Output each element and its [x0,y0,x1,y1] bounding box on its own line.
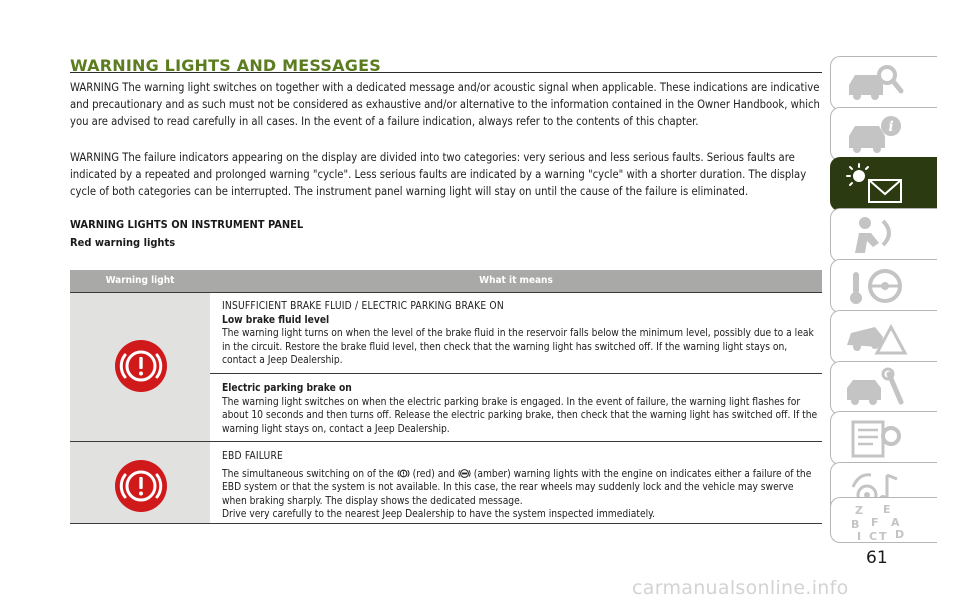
svg-text:T: T [879,530,887,542]
alphabetical-index-icon [843,502,909,542]
svg-text:i: i [888,119,894,135]
tab-technical-data[interactable] [830,411,937,465]
svg-text:C: C [869,530,878,542]
table-header [70,270,822,292]
low-brake-fluid-text: The warning light turns on when the level of the brake fluid in the reservoir falls below the minimum level, possibly due to a leak in the circuit. Restore the brake fluid level, then check that the warning light has switched off. If the warning light stays on, contact a Jeep Dealership. [222,328,814,366]
tab-servicing[interactable] [830,361,937,415]
ebd-text-amber: (amber) warning lights with the engine on indicates either a failure of the EBD system or that the system is not available. In this case, the rear wheels may suddenly lock and the vehicle may swerve when braking sharply. The display shows the dedicated message. [222,468,812,507]
header-what-it-means: What it means [479,275,553,286]
warning-light-message-icon [843,162,909,208]
specification-sheet-icon [843,416,909,462]
svg-text:D: D [895,528,905,541]
ebd-text-after: Drive very carefully to the nearest Jeep Dealership to have the system inspected immediately. [222,509,656,520]
brake-inline-icon [397,467,410,480]
page-title: WARNING LIGHTS AND MESSAGES [70,56,381,75]
tab-index[interactable] [830,497,937,543]
steering-wheel-key-icon [843,264,909,310]
tab-warning-lights[interactable] [830,157,937,211]
header-warning-light: Warning light [105,275,175,286]
ebd-text [222,467,818,509]
low-brake-fluid-subtitle: Low brake fluid level [222,314,330,326]
tab-getting-to-know[interactable] [830,56,937,110]
section-heading: WARNING LIGHTS ON INSTRUMENT PANEL [70,218,304,231]
parking-brake-text: The warning light switches on when the electric parking brake is engaged. In the event of failure, the warning light flashes for about 10 seconds and then turns off. Release the electric parking brake, then check that the warning light has switched off. If the warning light stays on, contact a Jeep Dealership. [222,396,818,435]
brake-warning-icon [113,458,169,514]
subsection-heading: Red warning lights [70,236,176,249]
car-warning-triangle-icon [843,315,909,361]
warning-paragraph-2: WARNING The failure indicators appearing on the display are divided into two categories: very serious and less serious faults. Serious faults are indicated by a repeated and prolonged warning "cycle". Less serious faults are indicated by a warning "cycle" with a shorter duration. The display cycle of both categories can be interrupted. The instrument panel warning light will stay on until the cause of the failure is eliminated. [70,151,807,198]
car-info-icon [843,112,909,158]
svg-text:B: B [851,518,860,531]
row-2-description [222,450,818,522]
tab-instrument-panel[interactable] [830,107,937,161]
warning-paragraph-1: WARNING The warning light switches on together with a dedicated message and/or acoustic signal when applicable. These indications are indicative and precautionary and as such must not be considered as exhaustive and/or alternative to the information contained in the Owner Handbook, which you are advised to read carefully in all cases. In the event of a failure indication, always refer to the contents of this chapter. [70,81,820,128]
car-magnifier-icon [843,61,909,107]
svg-text:I: I [857,530,862,542]
title-rule [70,72,822,73]
row-1-description [222,300,818,368]
row-1-description-2 [222,382,818,436]
svg-text:A: A [891,516,900,529]
watermark: carmanualsonline.info [632,577,849,599]
abs-inline-icon [458,467,471,480]
airbag-person-icon [843,213,909,259]
car-wrench-icon [843,366,909,412]
ebd-text-red: (red) and [412,468,455,480]
inner-divider [210,373,822,374]
ebd-text-before: The simultaneous switching on of the [222,468,394,480]
brake-warning-icon [113,338,169,394]
svg-text:F: F [871,516,879,529]
row-divider [70,523,822,524]
svg-text:E: E [883,503,891,516]
tab-safety[interactable] [830,208,937,262]
page-number: 61 [866,548,888,568]
tab-in-an-emergency[interactable] [830,310,937,364]
row-2-heading: EBD FAILURE [222,451,284,462]
parking-brake-subtitle: Electric parking brake on [222,383,352,394]
row-1-heading: INSUFFICIENT BRAKE FLUID / ELECTRIC PARKING BRAKE ON [222,301,504,312]
tab-starting-driving[interactable] [830,259,937,313]
svg-text:Z: Z [855,504,863,517]
